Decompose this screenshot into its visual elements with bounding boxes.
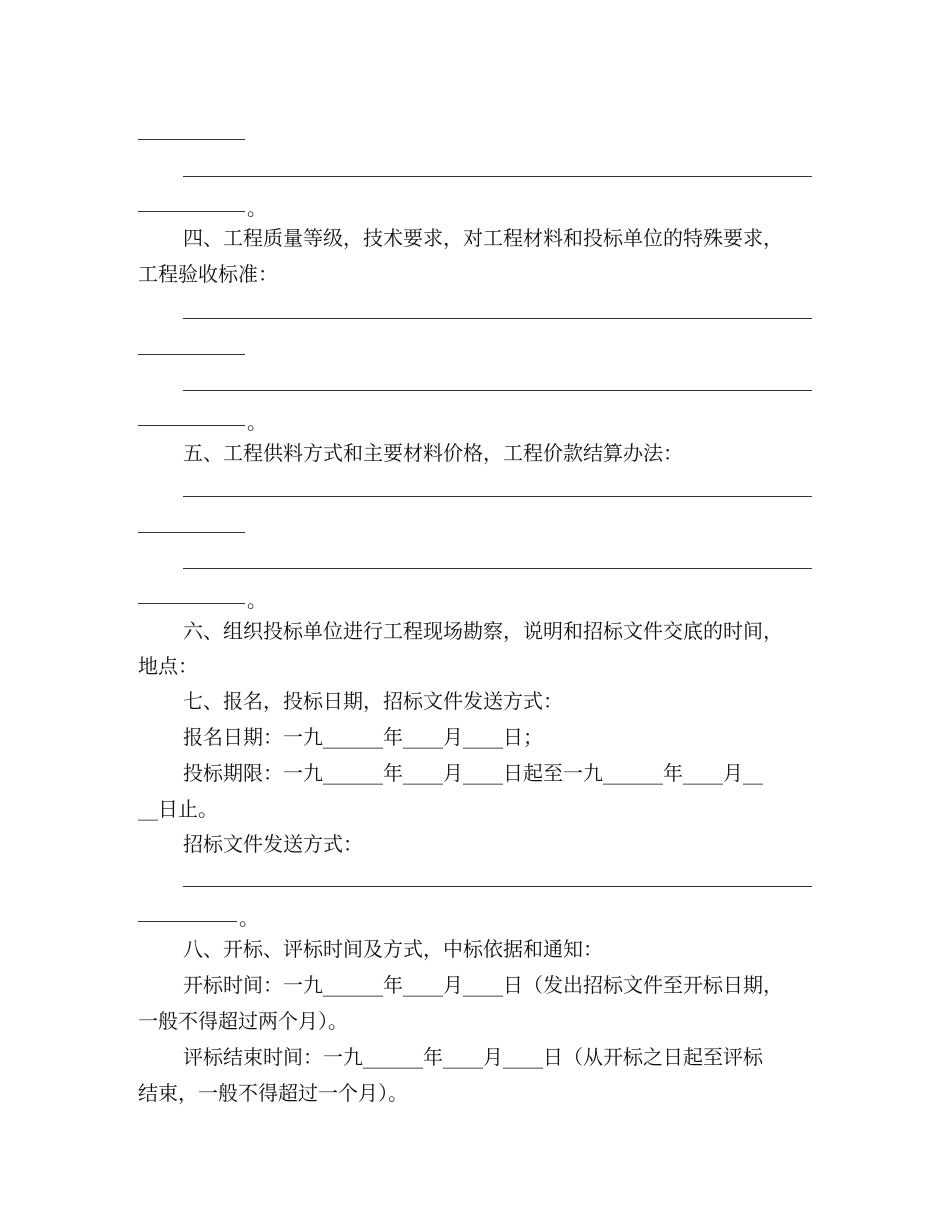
blank-line [138,211,245,212]
section-8-heading: 八、开标、评标时间及方式，中标依据和通知： [183,937,603,961]
blank-line [138,354,245,355]
section-6-heading-cont: 地点： [138,654,198,678]
blank-line [183,318,812,319]
bid-period: 投标期限：一九______年____月____日起至一九______年____月__ [183,761,763,785]
blank-line [183,886,812,887]
blank-line [138,532,245,533]
bid-opening-time: 开标时间：一九______年____月____日（发出招标文件至开标日期， [183,973,783,997]
blank-line [138,921,237,922]
period: 。 [239,906,259,930]
blank-line [138,139,245,140]
section-4-heading-cont: 工程验收标准： [138,262,278,286]
bid-period-cont: __日止。 [138,797,218,821]
section-7-heading: 七、报名，投标日期，招标文件发送方式： [183,689,563,713]
section-4-heading: 四、工程质量等级，技术要求，对工程材料和投标单位的特殊要求， [183,226,783,250]
blank-line [183,568,812,569]
blank-line [183,390,812,391]
period: 。 [247,410,267,434]
registration-date: 报名日期：一九______年____月____日； [183,725,543,749]
blank-line [183,496,812,497]
section-6-heading: 六、组织投标单位进行工程现场勘察，说明和招标文件交底的时间， [183,619,783,643]
section-5-heading: 五、工程供料方式和主要材料价格，工程价款结算办法： [183,441,683,465]
blank-line [138,603,245,604]
evaluation-end-time: 评标结束时间：一九______年____月____日（从开标之日起至评标 [183,1045,763,1069]
period: 。 [247,588,267,612]
evaluation-end-time-cont: 结束，一般不得超过一个月）。 [138,1081,408,1105]
blank-line [183,176,812,177]
blank-line [138,425,245,426]
bid-opening-time-cont: 一般不得超过两个月）。 [138,1009,348,1033]
period: 。 [247,196,267,220]
document-delivery-method: 招标文件发送方式： [183,832,363,856]
